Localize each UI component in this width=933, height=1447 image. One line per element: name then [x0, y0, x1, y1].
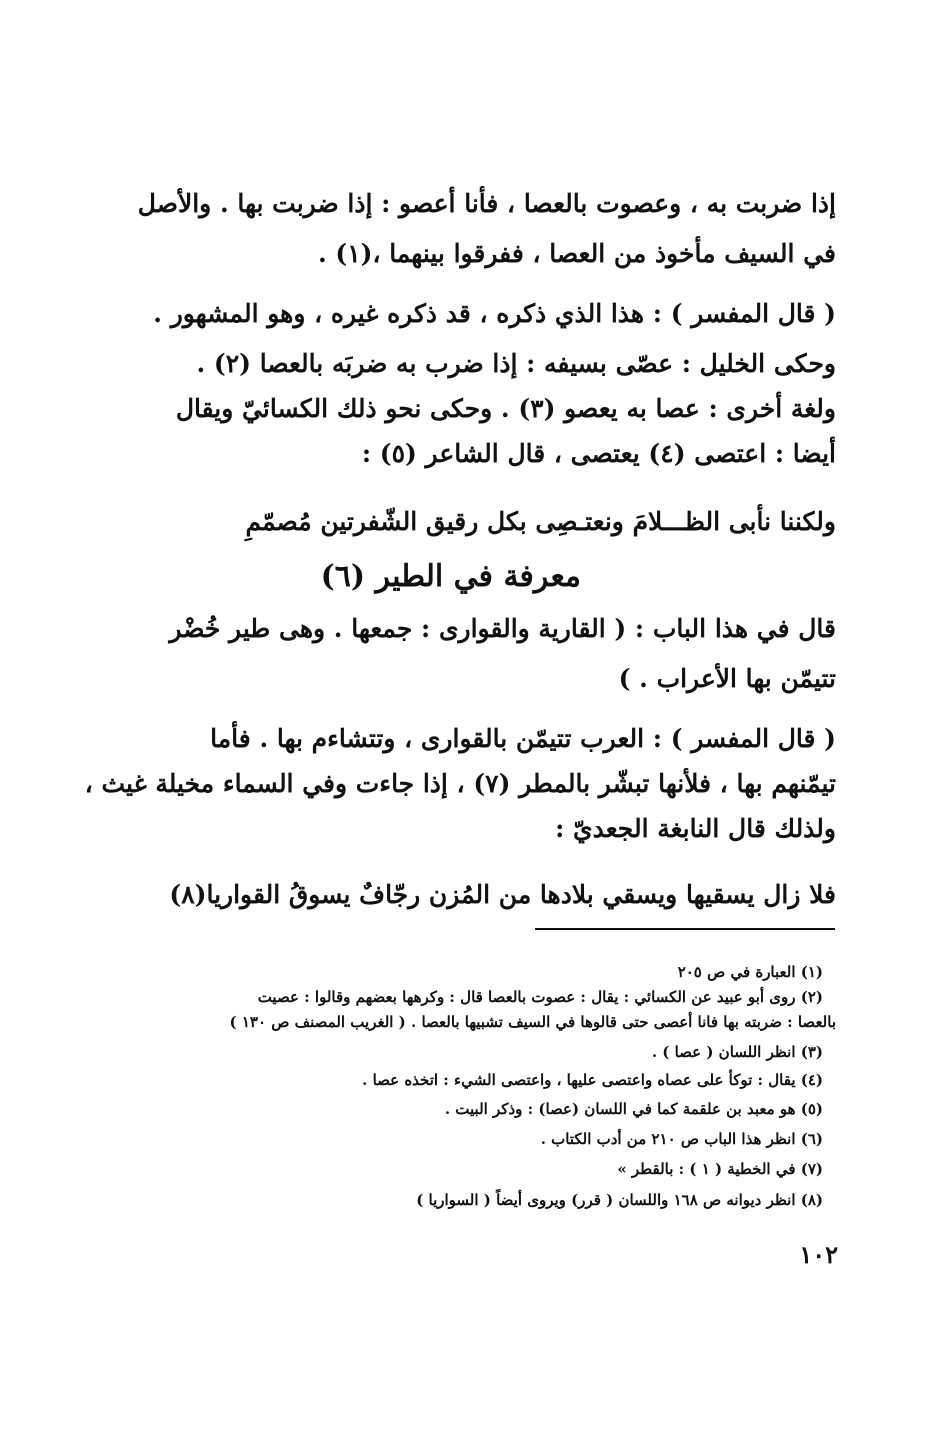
footnote: (١) العبارة في ص ٢٠٥ [677, 963, 823, 981]
footnote: (٣) انظر اللسان ( عصا ) . [651, 1043, 823, 1061]
body-line: وحكى الخليل : عصّى بسيفه : إذا ضرب به ضربَه بالعصا (٢) . [196, 349, 836, 378]
footnote: (٤) يقال : توكأ على عصاه واعتصى عليها ، واعتصى الشيء : اتخذه عصا . [362, 1071, 823, 1089]
body-line: ( قال المفسر ) : هذا الذي ذكره ، قد ذكره غيره ، وهو المشهور . [153, 299, 836, 328]
footnote: (٨) انظر ديوانه ص ١٦٨ واللسان ( قرر) ويروى أيضاً ( السواريا ) [416, 1191, 823, 1209]
body-line: تتيمّن بها الأعراب . ) [618, 664, 836, 693]
footnote-continuation: بالعصا : ضربته بها فانا أعصى حتى قالوها في السيف تشبيها بالعصا . ( الغريب المصنف ص ١٣٠ ) [229, 1013, 836, 1031]
body-line: ولغة أخرى : عصا به يعصو (٣) . وحكى نحو ذلك الكسائيّ ويقال [175, 394, 836, 423]
body-line: تيمّنهم بها ، فلأنها تبشّر بالمطر (٧) ، إذا جاءت وفي السماء مخيلة غيث ، [84, 769, 836, 798]
footnote: (٦) انظر هذا الباب ص ٢١٠ من أدب الكتاب . [540, 1130, 823, 1148]
body-line: أيضا : اعتصى (٤) يعتصى ، قال الشاعر (٥) : [361, 439, 836, 468]
body-line: ولذلك قال النابغة الجعديّ : [555, 814, 836, 843]
body-line: في السيف مأخوذ من العصا ، ففرقوا بينهما ،(١) . [317, 239, 836, 268]
body-line: ( قال المفسر ) : العرب تتيمّن بالقوارى ، وتتشاءم بها . فأما [210, 724, 836, 753]
section-heading: معرفة في الطير (٦) [320, 559, 581, 594]
footnote: (٥) هو معبد بن علقمة كما في اللسان (عصا) : وذكر البيت . [444, 1100, 823, 1118]
page-number: ١٠٢ [799, 1240, 838, 1269]
footnote: (٢) روى أبو عبيد عن الكسائي : يقال : عصوت بالعصا قال : وكرهها بعضهم وقالوا : عصيت [257, 988, 823, 1006]
body-line: قال في هذا الباب : ( القارية والقوارى : جمعها . وهى طير خُضْر [169, 614, 836, 643]
footnote: (٧) في الخطية ( ١ ) : بالقطر » [617, 1160, 823, 1178]
verse-line: ولكننا نأبى الظـــلامَ ونعتـصِى بكل رقيق الشّفرتين مُصمّمِ [245, 507, 836, 536]
footnote-separator [535, 928, 835, 930]
body-line: إذا ضربت به ، وعصوت بالعصا ، فأنا أعصو : إذا ضربت بها . والأصل [137, 189, 836, 218]
verse-line: فلا زال يسقيها ويسقي بلادها من المُزن رجّافٌ يسوقُ القواريا(٨) [169, 880, 836, 909]
